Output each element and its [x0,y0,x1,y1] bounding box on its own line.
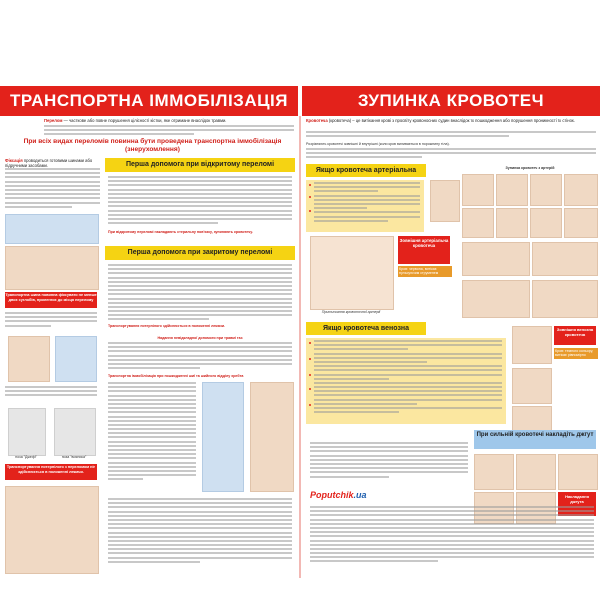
closed-fracture-header: Перша допомога при закритому переломі [105,246,295,260]
bottom-body [108,498,292,572]
arterial-tourniquet-photo [462,242,530,276]
arterial-points-title: Зупинка кровотеч з артерій [505,166,555,170]
pose-voin-image [54,408,96,456]
poster [0,86,600,578]
tourniquet-photo-1 [474,454,514,490]
types-body [306,148,596,160]
artery-point-forearm [496,208,528,238]
venous-photo-1 [512,326,552,364]
splint-caption: Транспортна шина повинна фіксувати не менше двох суглобів, прилеглих до місця перелому [5,292,97,308]
leg-fixation-image [5,486,99,574]
principle-band: При всіх видах переломів повинна бути проведена транспортна іммобілізація (знерухомлення) [23,138,282,153]
arterial-knee-photo [532,280,598,318]
tourniquet-band: При сильній кровотечі накладіть джгут [474,430,596,449]
logo-main: Poputchik [310,490,354,500]
arterial-bullet [309,210,311,212]
right-intro-body [306,131,596,139]
right-intro [306,118,596,123]
types-note: Розрізняють кровотечі зовнішні й внутрішні (коли кров виливається в порожнину тіла). [306,142,450,146]
pressure-caption: Притискання кровоточної артерії [321,310,381,314]
venous-bullet [309,404,311,406]
venous-bullet [309,388,311,390]
pelvis-caption: Транспортування потерпілого з переломом ніг здійснюється в положенні лежачи. [5,464,97,480]
left-title: ТРАНСПОРТНА ІММОБІЛІЗАЦІЯ [0,86,298,116]
leg-splint-image [5,246,99,290]
artery-point-elbow [462,208,494,238]
neck-body [108,382,196,490]
pressure-points-figure [310,236,394,310]
venous-photo-2 [512,368,552,404]
bottom-right-body [310,506,594,572]
tourniquet-photo-2 [516,454,556,490]
venous-steps [314,340,502,422]
arterial-bullet [309,196,311,198]
venous-badge: Зовнішня венозна кровотеча [554,326,596,345]
arterial-pressure-photo [430,180,460,222]
artery-point-arm [564,174,598,206]
artery-point-thigh [564,208,598,238]
artery-point-wrist [530,208,562,238]
right-intro-term: Кровотеча [306,118,328,123]
venous-bullet [309,374,311,376]
pose-djefi-image [8,408,46,456]
logo-tld: .ua [353,490,367,500]
right-intro-text: (кровотеча) – це витікання крові з просвіту кровоносних судин внаслідок їх пошкодження або порушення проникності їх стінок. [328,118,575,123]
fixation-body [5,168,100,212]
left-intro-text: — часткове або повне порушення цілісності кістки, яке отримане внаслідок травми. [63,118,227,123]
arm-splint-image [55,336,97,382]
closed-fracture-body [108,264,292,322]
right-title: ЗУПИНКА КРОВОТЕЧ [302,86,600,116]
venous-badge-note: Кров: темного кольору, витікає рівномірно [554,348,598,359]
tourniquet-badge: Накладання джгута [558,492,596,516]
closed-fracture-highlight: Транспортування потерпілого здійснюється в положенні лежачи. [108,324,226,328]
pelvis-note [5,386,97,404]
left-intro-term: Перелом [44,118,63,123]
arterial-bandage-photo [532,242,598,276]
open-fracture-body [108,176,292,226]
arterial-leg-photo [462,280,530,318]
venous-header: Якщо кровотеча венозна [306,322,426,335]
spine-body [108,342,292,372]
arterial-bullet [309,184,311,186]
logo [310,490,466,500]
arm-sling-image [8,336,50,382]
artery-point-neck [496,174,528,206]
arterial-steps [314,182,420,230]
pose-label-2: поза "вояника" [61,455,87,459]
stretcher-image-1 [202,382,244,492]
venous-bullet [309,342,311,344]
left-intro [44,118,294,123]
open-fracture-header: Перша допомога при відкритому переломі [105,158,295,172]
artery-point-shoulder [530,174,562,206]
tourniquet-photo-3 [558,454,598,490]
arterial-header: Якщо кровотеча артеріальна [306,164,426,177]
spine-header: Надання невідкладної допомоги при травмі таз [157,336,243,340]
tourniquet-intro [310,442,468,486]
fixation-block [5,158,100,168]
left-intro-body [44,125,294,137]
open-fracture-highlight: При відкритому переломі накладають стерильну пов'язку, зупиняють кровотечу. [108,230,253,234]
splint-image [5,214,99,244]
artery-point-head [462,174,494,206]
column-divider [299,116,301,578]
fixation-text: проводиться готовими шинами або підручними засобами. [5,158,93,168]
arterial-badge-note: Кров: червона, витікає пульсуючим струменем [398,266,452,277]
stretcher-image-2 [250,382,294,492]
fixation-term: Фіксація [5,158,23,163]
pose-label-1: поза "Джефі" [15,455,37,459]
arm-note [5,312,97,332]
neck-caption: Транспортна іммобілізація при пошкодженні шиї та шийного відділу хребта [108,374,244,378]
arterial-badge: Зовнішня артеріальна кровотеча [398,236,450,264]
venous-bullet [309,358,311,360]
